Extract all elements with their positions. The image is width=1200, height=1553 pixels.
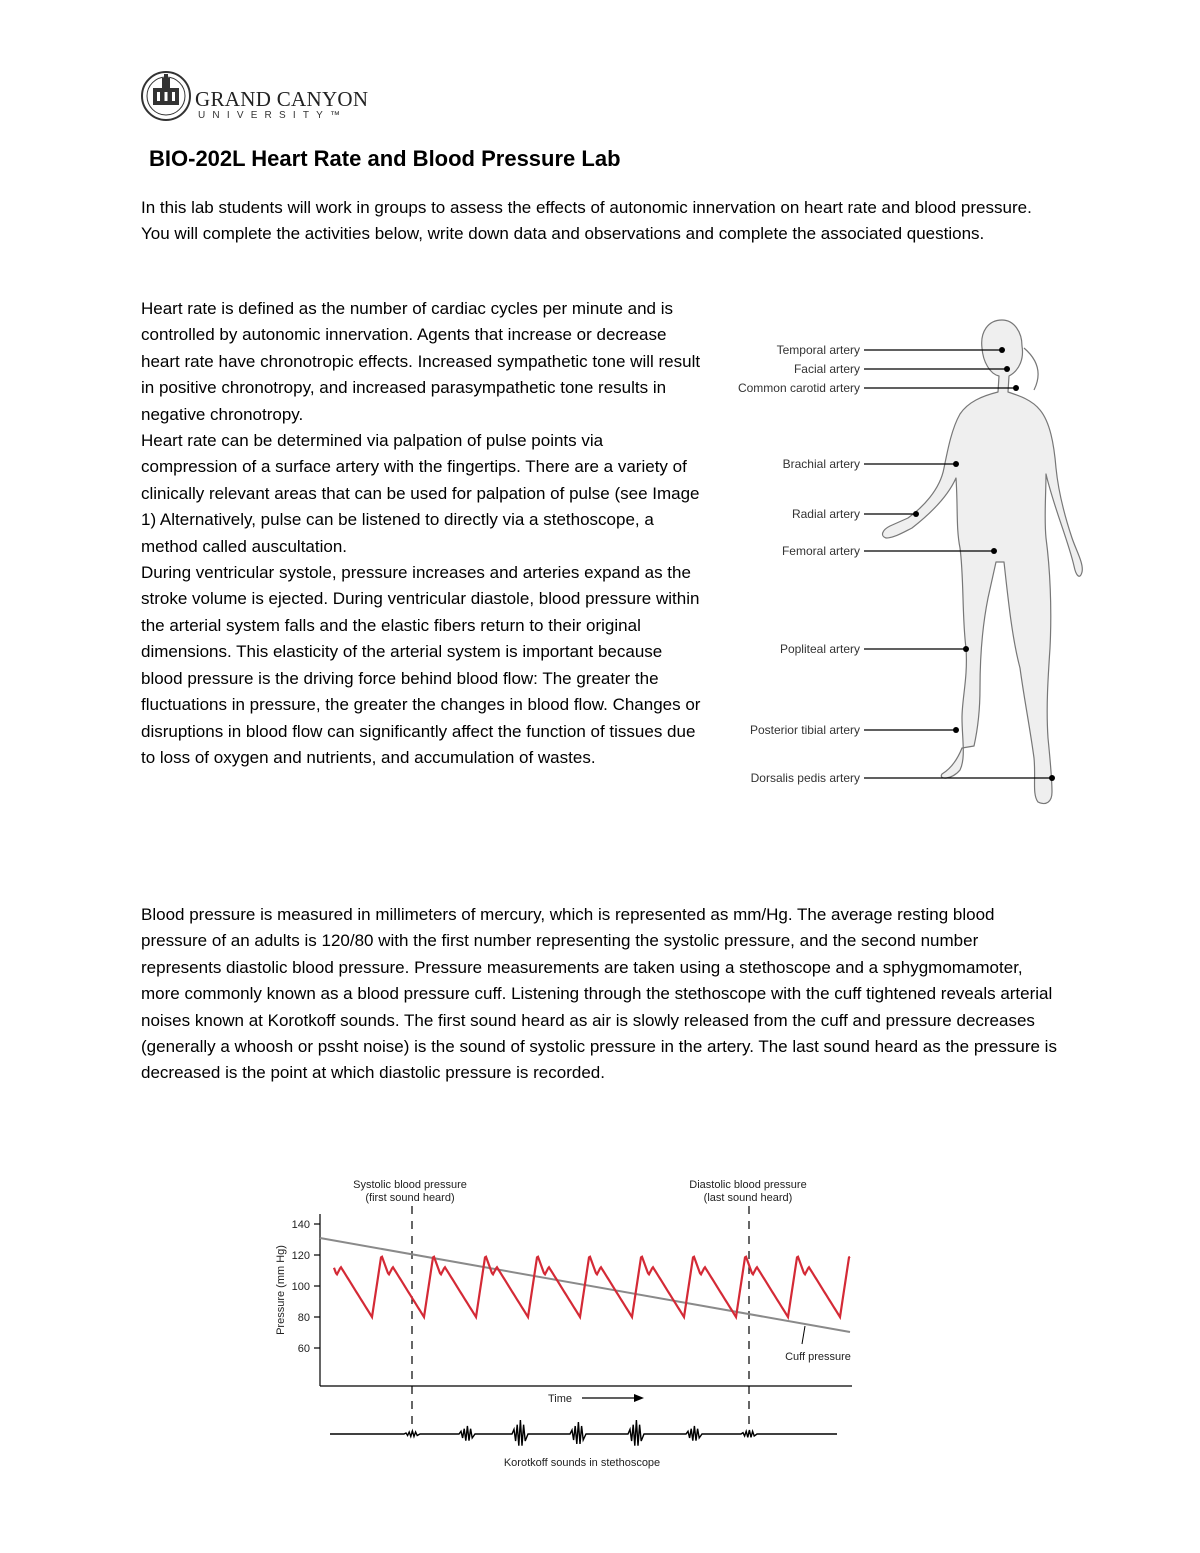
blood-pressure-paragraph: Blood pressure is measured in millimeters of mercury, which is represented as mm/Hg. The average resting blood pressure of an adults is 120/80 with the first number representing the systolic pressure, and the second number represents diastolic blood pressure. Pressure measurements are taken using a stethoscope and a sphygmomamoter, more commonly known as a blood pressure cuff. Listening through the stethoscope with the cuff tightened reveals arterial noises known at Korotkoff sounds. The first sound heard as air is slowly released from the cuff and pressure decreases (generally a whoosh or pssht noise) is the sound of systolic pressure in the artery. The last sound heard as the pressure is decreased is the point at which diastolic pressure is recorded. (141, 905, 1057, 1083)
systole-paragraph: During ventricular systole, pressure increases and arteries expand as the stroke volume is ejected. During ventricular diastole, blood pressure within the arterial system falls and the elastic fibers return to their original dimensions. This elasticity of the arterial system is important because blood pressure is the driving force behind blood flow: The greater the fluctuations in pressure, the greater the changes in blood flow. Changes or disruptions in blood flow can significantly affect the function of tissues due to loss of oxygen and nutrients, and accumulation of wastes. (141, 563, 701, 767)
ytick-120: 120 (291, 1250, 310, 1262)
blood-pressure-figure (262, 1170, 872, 1475)
diastolic-sublabel: (last sound heard) (703, 1192, 793, 1204)
ytick-60: 60 (297, 1343, 310, 1355)
time-label: Time (547, 1393, 573, 1405)
pulse-points-figure (712, 318, 1162, 808)
label-popliteal-artery: Popliteal artery (779, 642, 860, 656)
systolic-label: Systolic blood pressure (353, 1179, 467, 1191)
y-axis-label: Pressure (mm Hg) (275, 1245, 287, 1335)
label-femoral-artery: Femoral artery (781, 544, 860, 558)
logo-wordmark: GRAND CANYON (195, 87, 369, 111)
ytick-140: 140 (291, 1219, 310, 1231)
label-carotid-artery: Common carotid artery (737, 381, 860, 395)
systolic-sublabel: (first sound heard) (365, 1192, 455, 1204)
diastolic-label: Diastolic blood pressure (689, 1179, 807, 1191)
time-arrowhead-icon (634, 1394, 644, 1402)
heart-rate-paragraph: Heart rate is defined as the number of cardiac cycles per minute and is controlled by autonomic innervation. Agents that increase or decrease heart rate have chronotropic effects. Increased sympathetic tone will result in positive chronotropy, and increased parasympathetic tone results in negative chronotropy. (141, 299, 701, 424)
pulse-paragraph: Heart rate can be determined via palpation of pulse points via compression of a surface artery with the fingertips. There are a variety of clinically relevant areas that can be used for palpation of pulse (see Image 1) Alternatively, pulse can be listened to directly via a stethoscope, a method called auscultation. (141, 431, 700, 556)
label-facial-artery: Facial artery (793, 362, 860, 376)
korotkoff-sound-trace (330, 1420, 837, 1446)
cuff-pressure-label: Cuff pressure (785, 1351, 851, 1363)
university-seal-icon (140, 68, 192, 126)
university-logo (140, 68, 380, 130)
ytick-80: 80 (297, 1312, 310, 1324)
label-posterior-tibial-artery: Posterior tibial artery (749, 723, 860, 737)
cuff-label-leader (802, 1326, 805, 1344)
logo-subtitle: UNIVERSITY™ (198, 110, 348, 121)
korotkoff-label: Korotkoff sounds in stethoscope (503, 1457, 661, 1469)
sound-markers (412, 1206, 749, 1434)
heart-rate-section (141, 296, 701, 771)
label-temporal-artery: Temporal artery (776, 343, 860, 357)
label-dorsalis-pedis-artery: Dorsalis pedis artery (750, 771, 860, 785)
intro-paragraph: In this lab students will work in groups to assess the effects of autonomic innervation on heart rate and blood pressure. You will complete the activities below, write down data and observations and complete the associated questions. (141, 198, 1032, 244)
label-brachial-artery: Brachial artery (782, 457, 860, 471)
label-radial-artery: Radial artery (791, 507, 860, 521)
ytick-100: 100 (291, 1281, 310, 1293)
page-title: BIO-202L Heart Rate and Blood Pressure Lab (149, 146, 621, 171)
human-body-silhouette (883, 320, 1083, 804)
